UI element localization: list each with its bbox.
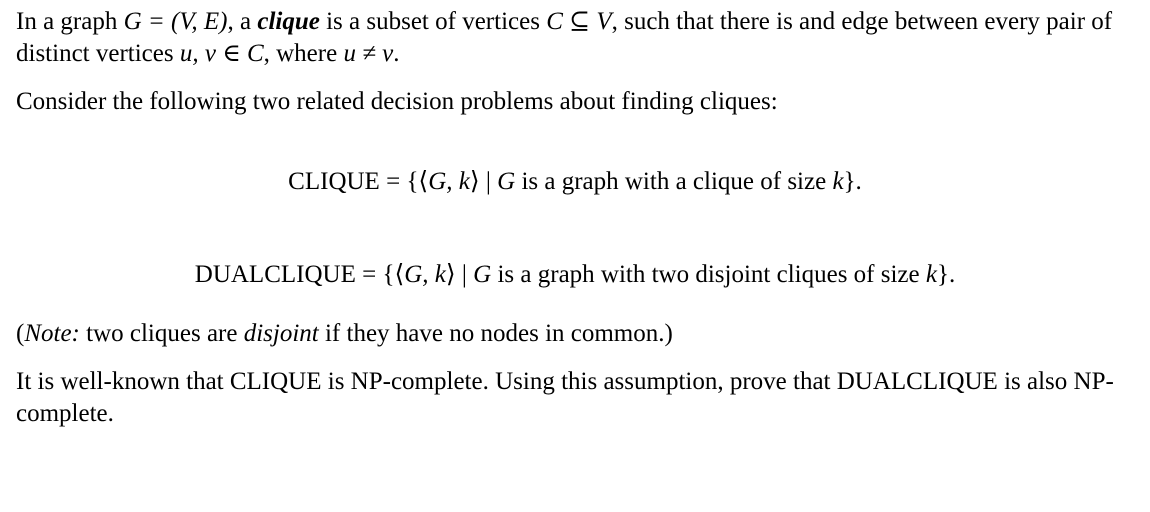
tuple-vars: G, k — [404, 261, 446, 288]
math-graph: G = (V, E) — [123, 8, 228, 35]
clique-definition-paragraph — [16, 6, 1126, 70]
math-vertices: u, v ∈ C — [179, 40, 264, 67]
task-paragraph: It is well-known that CLIQUE is NP-complete. Using this assumption, prove that DUALCLIQUE is also NP-complete. — [16, 368, 1114, 427]
set-close: }. — [936, 261, 956, 288]
text-segment: is a subset of vertices — [319, 8, 547, 35]
dualclique-name: DUALCLIQUE — [194, 261, 356, 288]
text-segment: . — [393, 40, 400, 67]
clique-name: CLIQUE — [288, 168, 380, 195]
text-segment: if they have no nodes in common.) — [318, 320, 673, 347]
equals-sign: = — [355, 261, 383, 288]
set-description: is a graph with two disjoint cliques of size — [491, 261, 926, 288]
dualclique-equation — [16, 259, 1134, 291]
note-paragraph — [16, 318, 1126, 350]
tuple-close: ⟩ | — [445, 261, 474, 288]
graph-var: G — [497, 168, 516, 195]
note-label: Note: — [24, 320, 80, 347]
size-var: k — [832, 168, 844, 195]
math-not-equal: u ≠ v — [343, 40, 394, 67]
size-var: k — [925, 261, 937, 288]
emphasis-clique: clique — [257, 8, 320, 35]
set-open: {⟨ — [406, 168, 429, 195]
graph-var: G — [473, 261, 492, 288]
text-segment: , such that there is and edge between every pair of distinct vertices — [16, 8, 1113, 67]
set-open: {⟨ — [382, 261, 405, 288]
text-segment: , a — [227, 8, 258, 35]
math-subset: C ⊆ V — [546, 8, 612, 35]
text-segment: In a graph — [16, 8, 124, 35]
clique-equation — [16, 166, 1134, 198]
equals-sign: = — [379, 168, 407, 195]
tuple-vars: G, k — [428, 168, 470, 195]
text-segment: two cliques are — [79, 320, 244, 347]
tuple-close: ⟩ | — [469, 168, 498, 195]
emphasis-disjoint: disjoint — [243, 320, 319, 347]
text-segment: , where — [263, 40, 344, 67]
set-description: is a graph with a clique of size — [515, 168, 833, 195]
paren-open: ( — [16, 320, 25, 347]
set-close: }. — [843, 168, 862, 195]
intro-paragraph: Consider the following two related decision problems about finding cliques: — [16, 88, 778, 115]
